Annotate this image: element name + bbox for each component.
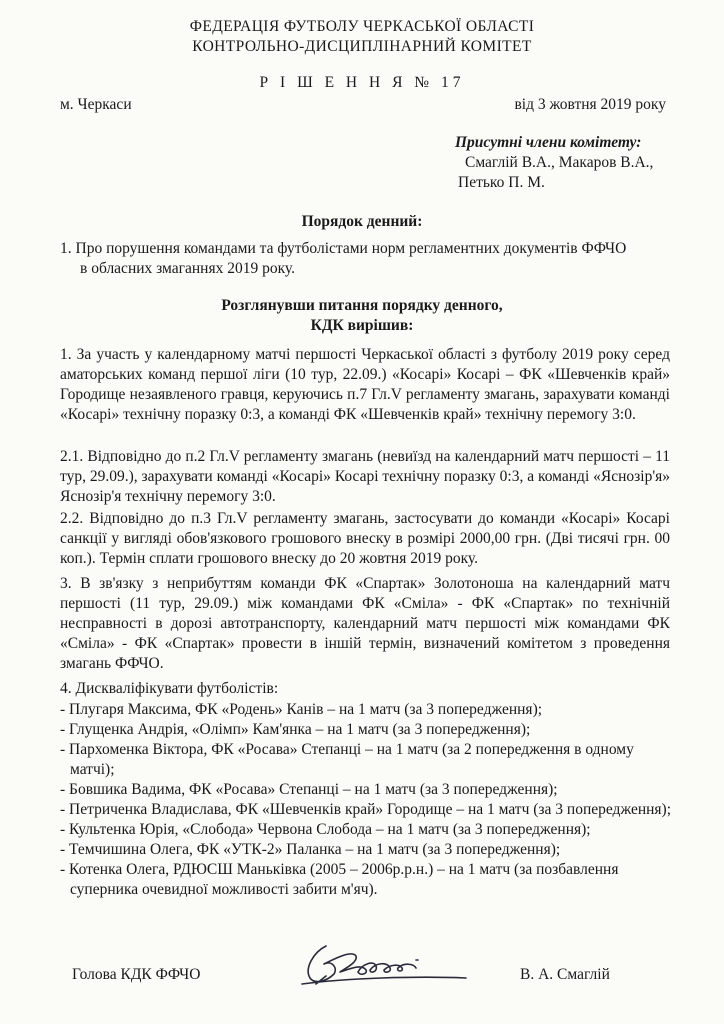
- agenda-item-1: [60, 239, 670, 279]
- handwritten-signature: [296, 938, 472, 990]
- disqualification-item: - Темчишина Олега, ФК «УТК-2» Паланка – на 1 матч (за 3 попередження);: [60, 840, 680, 860]
- agenda-item-1-line2: в обласних змаганнях 2019 року.: [80, 260, 295, 277]
- disqualification-item: - Петриченка Владислава, ФК «Шевченків край» Городище – на 1 матч (за 3 попередження);: [60, 800, 680, 820]
- paragraph-2-1: 2.1. Відповідно до п.2 Гл.V регламенту змагань (невиїзд на календарний матч першості – 11 тур, 29.09.), зарахувати команді «Косарі» Косарі технічну поразку 0:3, а команді «Яснозір'я» Яснозір'я технічну перемогу 3:0.: [60, 448, 670, 505]
- disqualification-item: - Глущенка Андрія, «Олімп» Кам'янка – на 1 матч (за 3 попередження);: [60, 720, 680, 740]
- disqualification-item: - Плугаря Максима, ФК «Родень» Канів – на 1 матч (за 3 попередження);: [60, 700, 680, 720]
- paragraph-4-heading: 4. Дискваліфікувати футболістів:: [60, 680, 279, 697]
- signatory-title: Голова КДК ФФЧО: [72, 966, 201, 983]
- paragraph-1: 1. За участь у календарному матчі першості Черкаської області з футболу 2019 року серед аматорських команд першої ліги (10 тур, 22.09.) «Косарі» Косарі – ФК «Шевченків край» Городище незаявленого гравця, керуючись п.7 Гл.V регламенту змагань, зарахувати команді «Косарі» технічну поразку 0:3, а команді ФК «Шевченків край» технічну перемогу 3:0.: [60, 346, 670, 423]
- paragraph-2-2: 2.2. Відповідно до п.3 Гл.V регламенту змагань, застосувати до команди «Косарі» Косарі санкції у вигляді обов'язкового грошового внеску в розмірі 2000,00 грн. (Дві тисячі грн. 00 коп.). Термін сплати грошового внеску до 20 жовтня 2019 року.: [60, 510, 670, 567]
- paragraph-3: 3. В зв'язку з неприбуттям команди ФК «Спартак» Золотоноша на календарний матч першості (11 тур, 29.09.) між командами ФК «Сміла» - ФК «Спартак» по технічній несправності в дорозі автотранспорту, календарний матч першості між командами ФК «Сміла» - ФК «Спартак» провести в іншій термін, визначений комітетом з проведення змагань ФФЧО.: [60, 575, 670, 672]
- city: м. Черкаси: [60, 96, 132, 113]
- resolution-heading-line2: КДК вирішив:: [310, 317, 414, 334]
- agenda-item-1-line1: 1. Про порушення командами та футболістами норм регламентних документів ФФЧО: [60, 240, 627, 257]
- decision-number: Р І Ш Е Н Н Я № 17: [259, 74, 465, 91]
- disqualification-item: - Бовшика Вадима, ФК «Росава» Степанці – на 1 матч (за 3 попередження);: [60, 780, 680, 800]
- present-members-line2: Петько П. М.: [458, 174, 545, 191]
- resolution-heading-line1: Розглянувши питання порядку денного,: [221, 297, 503, 314]
- committee-title: КОНТРОЛЬНО-ДИСЦИПЛІНАРНИЙ КОМІТЕТ: [192, 38, 532, 55]
- agenda-heading: Порядок денний:: [301, 213, 423, 230]
- present-heading: Присутні члени комітету:: [455, 134, 642, 151]
- federation-title: ФЕДЕРАЦІЯ ФУТБОЛУ ЧЕРКАСЬКОЇ ОБЛАСТІ: [189, 18, 535, 35]
- present-members-line1: Смаглій В.А., Макаров В.А.,: [465, 154, 654, 171]
- disqualification-item: - Котенка Олега, РДЮСШ Маньківка (2005 – 2006р.р.н.) – на 1 матч (за позбавлення суперника очевидної можливості забити м'яч).: [60, 860, 680, 900]
- disqualification-item: - Культенка Юрія, «Слобода» Червона Слобода – на 1 матч (за 3 попередження);: [60, 820, 680, 840]
- disqualification-item: - Пархоменка Віктора, ФК «Росава» Степанці – на 1 матч (за 2 попередження в одному матчі);: [60, 740, 680, 780]
- signatory-name: В. А. Смаглій: [520, 966, 610, 983]
- decision-date: від 3 жовтня 2019 року: [514, 96, 666, 113]
- disqualification-list: [60, 700, 680, 900]
